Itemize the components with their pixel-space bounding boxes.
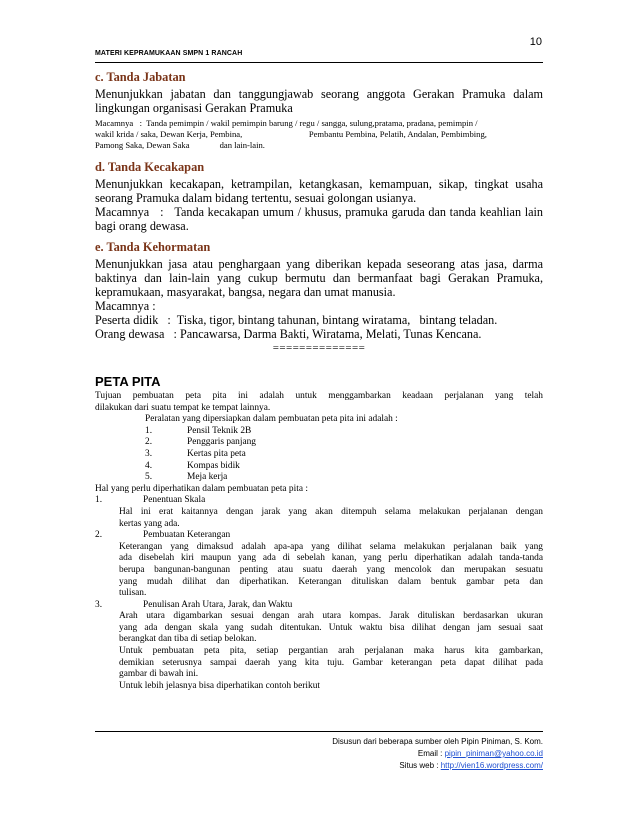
section-divider: ============== [272, 342, 366, 354]
section-title: e. Tanda Kehormatan [95, 240, 211, 254]
tools-list [95, 426, 543, 484]
intro-line: Tujuan pembuatan peta pita ini adalah untuk menggambarkan keadaan perjalanan yang telah [95, 391, 543, 401]
note-line: berangkat dan tiba di setiap belokan. [119, 634, 257, 645]
note-line: ada disebelah kiri maupun yang ada di sebelah kanan, yang perlu diperhatikan adalah tanda-tanda [119, 553, 543, 564]
body-line: Menunjukkan jasa atau penghargaan yang diberikan kepada seseorang atas jasa, darma [95, 257, 543, 271]
list-label: Pensil Teknik 2B [187, 425, 252, 436]
body-line: Menunjukkan kecakapan, ketrampilan, ketangkasan, kemampuan, sikap, tingkat usaha [95, 177, 543, 191]
list-label: Kompas bidik [187, 460, 240, 471]
note-number: 3. [95, 599, 103, 610]
note-line: Keterangan yang dimaksud adalah apa-apa yang dilihat selama melakukan perjalanan baik yang [119, 541, 543, 552]
footer-rule [95, 731, 543, 732]
body-line: Orang dewasa : Pancawarsa, Darma Bakti, Wiratama, Melati, Tunas Kencana. [95, 327, 482, 341]
peta-pita-title: PETA PITA [95, 374, 161, 389]
list-item [95, 426, 543, 438]
email-link[interactable]: pipin_piniman@yahoo.co.id [444, 749, 543, 758]
section-examples [95, 118, 543, 151]
website-label: Situs web : [399, 761, 441, 770]
body-line: Menunjukkan jabatan dan tanggungjawab seorang anggota Gerakan Pramuka dalam [95, 87, 543, 101]
note-line: berupa bangunan-bangunan penting atau suatu daerah yang mencolok dan merupakan sesuatu [119, 564, 543, 575]
website-link[interactable]: http://vien16.wordpress.com/ [440, 761, 543, 770]
body-line: lingkungan organisasi Gerakan Pramuka [95, 101, 293, 115]
note-line: gambar di bawah ini. [119, 669, 199, 680]
section-title: c. Tanda Jabatan [95, 70, 186, 84]
note-line: demikian seterusnya sampai daerah yang kita tuju. Gambar keterangan peta dapat dilihat pada [119, 657, 543, 668]
note-title: Penentuan Skala [143, 495, 206, 506]
header-rule [95, 62, 543, 63]
page-header: MATERI KEPRAMUKAAN SMPN 1 RANCAH [95, 50, 243, 57]
list-label: Meja kerja [187, 472, 228, 483]
body-line: Peserta didik : Tiska, tigor, bintang tahunan, bintang wiratama, bintang teladan. [95, 313, 498, 327]
peta-pita-content [95, 391, 543, 692]
example-line: wakil krida / saka, Dewan Kerja, Pembina, Pembantu Pembina, Pelatih, Andalan, Pembimbing, [95, 129, 487, 139]
list-number: 3. [145, 448, 153, 459]
note-line: yang mudah dilihat dan diperhatikan. Keterangan dituliskan dalam bentuk gambar peta dan [119, 576, 543, 587]
note-line: Hal ini erat kaitannya dengan jarak yang akan ditempuh selama melakukan perjalanan dengan [119, 506, 543, 517]
list-label: Penggaris panjang [187, 437, 256, 448]
intro-line: dilakukan dari suatu tempat ke tempat lainnya. [95, 402, 271, 413]
email-label: Email : [417, 749, 445, 758]
body-line: seorang Pramuka dalam bidang tertentu, sesuai golongan usianya. [95, 191, 417, 205]
footer-email [418, 749, 543, 758]
section-tanda-kecakapan [95, 160, 543, 233]
note-line: Untuk pembuatan peta pita, setiap pergantian arah perjalanan maka harus kita gambarkan, [119, 646, 543, 657]
example-line: Pamong Saka, Dewan Saka dan lain-lain. [95, 140, 265, 150]
footer-credit: Disusun dari beberapa sumber oleh Pipin Piniman, S. Kom. [332, 737, 543, 746]
list-item [95, 472, 543, 484]
section-tanda-kehormatan [95, 240, 543, 354]
list-number: 5. [145, 472, 153, 483]
note-line: tulisan. [119, 588, 147, 599]
example-line: Macamnya : Tanda pemimpin / wakil pemimpin barung / regu / sangga, sulung,pratama, pradana, pemimpin / [95, 118, 478, 128]
list-number: 2. [145, 437, 153, 448]
body-line: Macamnya : Tanda kecakapan umum / khusus, pramuka garuda dan tanda keahlian lain [95, 205, 543, 219]
section-title: d. Tanda Kecakapan [95, 160, 205, 174]
note-heading [95, 495, 543, 507]
list-item [95, 449, 543, 461]
tools-intro: Peralatan yang dipersiapkan dalam pembuatan peta pita ini adalah : [145, 414, 398, 425]
note-title: Pembuatan Keterangan [143, 530, 231, 541]
body-line: kepramukaan, masyarakat, bangsa, negara dan umat manusia. [95, 285, 396, 299]
body-line: Macamnya : [95, 299, 156, 313]
section-tanda-jabatan [95, 70, 543, 151]
note-title: Penulisan Arah Utara, Jarak, dan Waktu [143, 599, 293, 610]
note-heading [95, 600, 543, 612]
note-line: Untuk lebih jelasnya bisa diperhatikan contoh berikut [119, 680, 320, 691]
body-line: bagi orang dewasa. [95, 219, 189, 233]
section-body [95, 257, 543, 341]
page-number: 10 [529, 36, 542, 48]
section-body [95, 177, 543, 233]
note-number: 2. [95, 530, 103, 541]
note-line: kertas yang ada. [119, 518, 180, 529]
notes-list [95, 495, 543, 692]
list-item [95, 437, 543, 449]
list-item [95, 461, 543, 473]
note-line: yang ada dengan skala yang sudah ditentukan. Untuk waktu bisa dilihat dengan jam sesuai saat [119, 622, 543, 633]
notes-intro: Hal yang perlu diperhatikan dalam pembuatan peta pita : [95, 483, 308, 494]
list-number: 4. [145, 460, 153, 471]
body-line: baktinya dan lain-lain yang cukup bermutu dan bermanfaat bagi Gerakan Pramuka, [95, 271, 543, 285]
list-number: 1. [145, 425, 153, 436]
footer-website [399, 761, 543, 770]
list-label: Kertas pita peta [187, 448, 246, 459]
note-number: 1. [95, 495, 103, 506]
note-line: Arah utara digambarkan sesuai dengan arah utara kompas. Jarak dituliskan berdasarkan ukuran [119, 611, 543, 622]
section-body [95, 87, 543, 115]
note-heading [95, 530, 543, 542]
